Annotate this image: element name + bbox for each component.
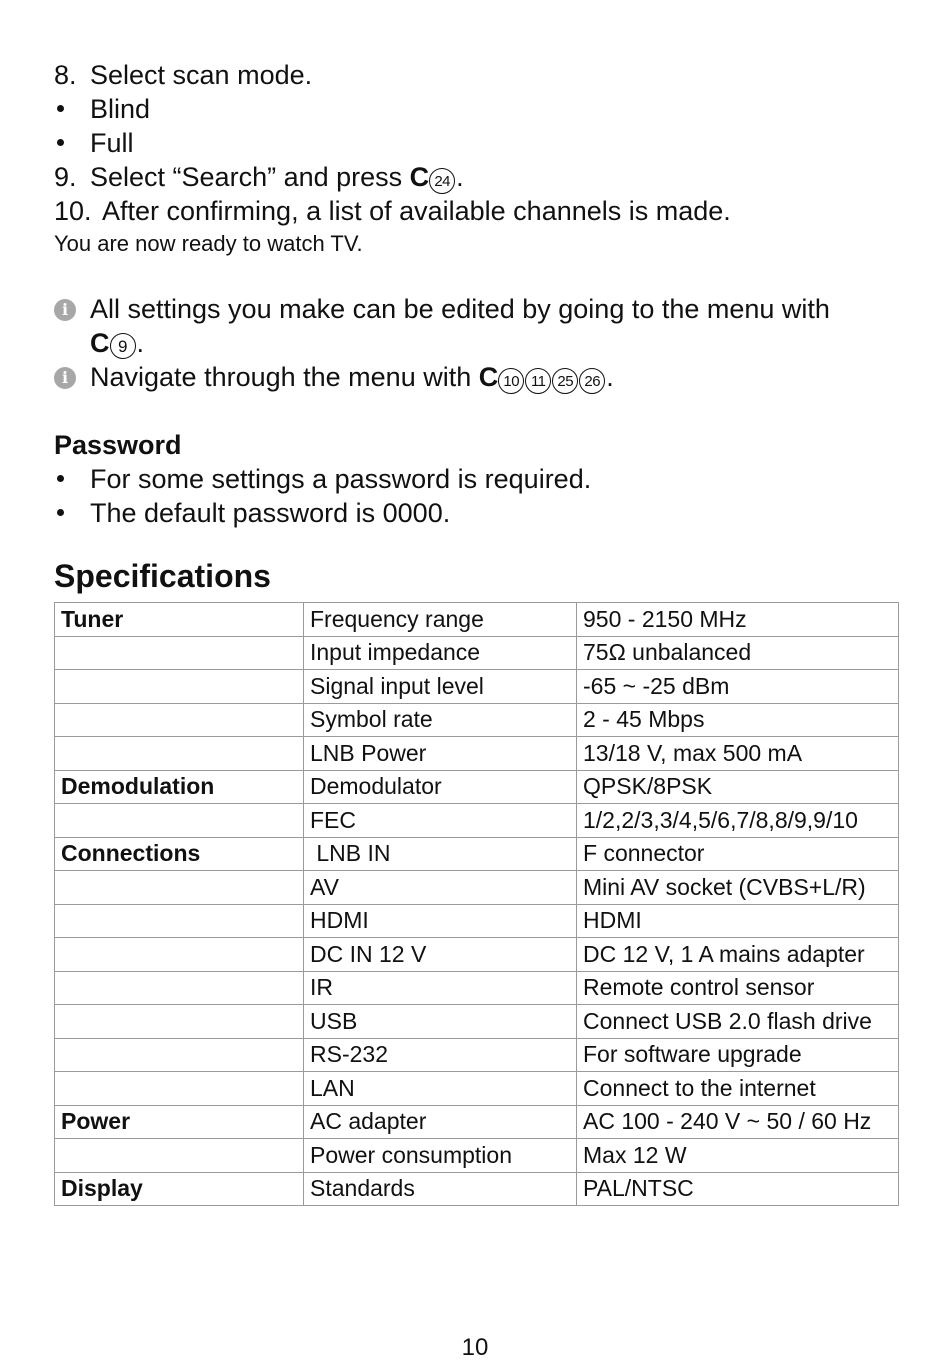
table-row (55, 1072, 899, 1106)
spec-group (55, 636, 304, 670)
spec-value: 1/2,2/3,3/4,5/6,7/8,8/9,9/10 (577, 804, 899, 838)
spec-value: 2 - 45 Mbps (577, 703, 899, 737)
spec-value: For software upgrade (577, 1038, 899, 1072)
spec-group (55, 1072, 304, 1106)
table-row (55, 670, 899, 704)
spec-item: RS-232 (304, 1038, 577, 1072)
table-row (55, 904, 899, 938)
info-note-1 (54, 292, 898, 360)
spec-item: IR (304, 971, 577, 1005)
step-8 (54, 58, 898, 92)
info-end: . (136, 328, 145, 358)
spec-group (55, 1005, 304, 1039)
reference-letter: C (478, 362, 499, 392)
spec-value: HDMI (577, 904, 899, 938)
step-number: 10. (54, 196, 92, 226)
callout-number: 25 (552, 368, 578, 394)
table-row (55, 871, 899, 905)
bullet-text: Blind (90, 94, 151, 124)
callout-number: 9 (110, 333, 136, 359)
spec-item: Frequency range (304, 603, 577, 637)
spec-group (55, 1139, 304, 1173)
callout-number: 26 (579, 368, 605, 394)
reference-letter: C (90, 328, 110, 358)
reference-letter: C (409, 162, 430, 192)
info-note-2 (54, 360, 898, 394)
spec-group: Power (55, 1105, 304, 1139)
table-row (55, 1005, 899, 1039)
spec-item: DC IN 12 V (304, 938, 577, 972)
step-text: Select scan mode. (90, 60, 313, 90)
spec-item: Symbol rate (304, 703, 577, 737)
bullet-icon (54, 462, 90, 496)
spec-group (55, 1038, 304, 1072)
callout-number: 24 (429, 168, 455, 194)
spec-group: Demodulation (55, 770, 304, 804)
spec-value: Remote control sensor (577, 971, 899, 1005)
page-number: 10 (461, 1334, 489, 1361)
spec-item: Signal input level (304, 670, 577, 704)
specifications-heading: Specifications (54, 558, 271, 594)
info-text: Navigate through the menu with (90, 362, 479, 392)
spec-value: Connect to the internet (577, 1072, 899, 1106)
ready-note: You are now ready to watch TV. (54, 231, 363, 256)
bullet-item (54, 462, 898, 496)
step-number: 9. (54, 162, 77, 192)
table-row (55, 737, 899, 771)
bullet-icon (54, 92, 90, 126)
spec-group: Tuner (55, 603, 304, 637)
bullet-icon (54, 126, 90, 160)
spec-group (55, 938, 304, 972)
spec-item: FEC (304, 804, 577, 838)
bullet-item (54, 496, 898, 530)
spec-item: LNB Power (304, 737, 577, 771)
specifications-table (54, 602, 899, 1206)
spec-group (55, 737, 304, 771)
spec-group (55, 871, 304, 905)
spec-value: Max 12 W (577, 1139, 899, 1173)
spec-value: -65 ~ -25 dBm (577, 670, 899, 704)
spec-value: Connect USB 2.0 flash drive (577, 1005, 899, 1039)
spec-value: Mini AV socket (CVBS+L/R) (577, 871, 899, 905)
table-row (55, 603, 899, 637)
step-10 (54, 194, 898, 228)
table-row (55, 804, 899, 838)
spec-value: 75Ω unbalanced (577, 636, 899, 670)
spec-group (55, 971, 304, 1005)
spec-group (55, 904, 304, 938)
spec-value: 950 - 2150 MHz (577, 603, 899, 637)
spec-item: Power consumption (304, 1139, 577, 1173)
step-end: . (456, 162, 464, 192)
info-notes (54, 292, 898, 394)
info-end: . (606, 362, 614, 392)
spec-item: AC adapter (304, 1105, 577, 1139)
info-text: All settings you make can be edited by going to the menu with (90, 294, 830, 324)
spec-value: PAL/NTSC (577, 1172, 899, 1206)
spec-item: Demodulator (304, 770, 577, 804)
password-heading: Password (54, 430, 182, 460)
manual-page (54, 58, 898, 1206)
spec-value: AC 100 - 240 V ~ 50 / 60 Hz (577, 1105, 899, 1139)
table-row (55, 703, 899, 737)
table-row (55, 1105, 899, 1139)
step-text: After confirming, a list of available channels is made. (102, 196, 731, 226)
table-row (55, 1038, 899, 1072)
table-row (55, 938, 899, 972)
spec-item: LAN (304, 1072, 577, 1106)
spec-value: 13/18 V, max 500 mA (577, 737, 899, 771)
callout-number: 11 (525, 368, 551, 394)
step-number: 8. (54, 60, 77, 90)
table-row (55, 770, 899, 804)
spec-value: QPSK/8PSK (577, 770, 899, 804)
spec-group (55, 703, 304, 737)
bullet-text: The default password is 0000. (90, 498, 451, 528)
spec-item: Input impedance (304, 636, 577, 670)
spec-group: Display (55, 1172, 304, 1206)
info-icon: i (54, 299, 76, 321)
table-row (55, 1172, 899, 1206)
table-row (55, 1139, 899, 1173)
bullet-item (54, 92, 898, 126)
table-row (55, 636, 899, 670)
bullet-text: For some settings a password is required. (90, 464, 592, 494)
callout-number: 10 (498, 368, 524, 394)
spec-value: F connector (577, 837, 899, 871)
step-9 (54, 160, 898, 194)
spec-group: Connections (55, 837, 304, 871)
spec-value: DC 12 V, 1 A mains adapter (577, 938, 899, 972)
table-row (55, 971, 899, 1005)
info-icon: i (54, 367, 76, 389)
spec-item: LNB IN (304, 837, 577, 871)
table-row (55, 837, 899, 871)
step-text: Select “Search” and press (90, 162, 410, 192)
bullet-text: Full (90, 128, 134, 158)
bullet-item (54, 126, 898, 160)
spec-group (55, 670, 304, 704)
bullet-icon (54, 496, 90, 530)
spec-item: HDMI (304, 904, 577, 938)
spec-item: AV (304, 871, 577, 905)
spec-item: USB (304, 1005, 577, 1039)
spec-item: Standards (304, 1172, 577, 1206)
spec-group (55, 804, 304, 838)
